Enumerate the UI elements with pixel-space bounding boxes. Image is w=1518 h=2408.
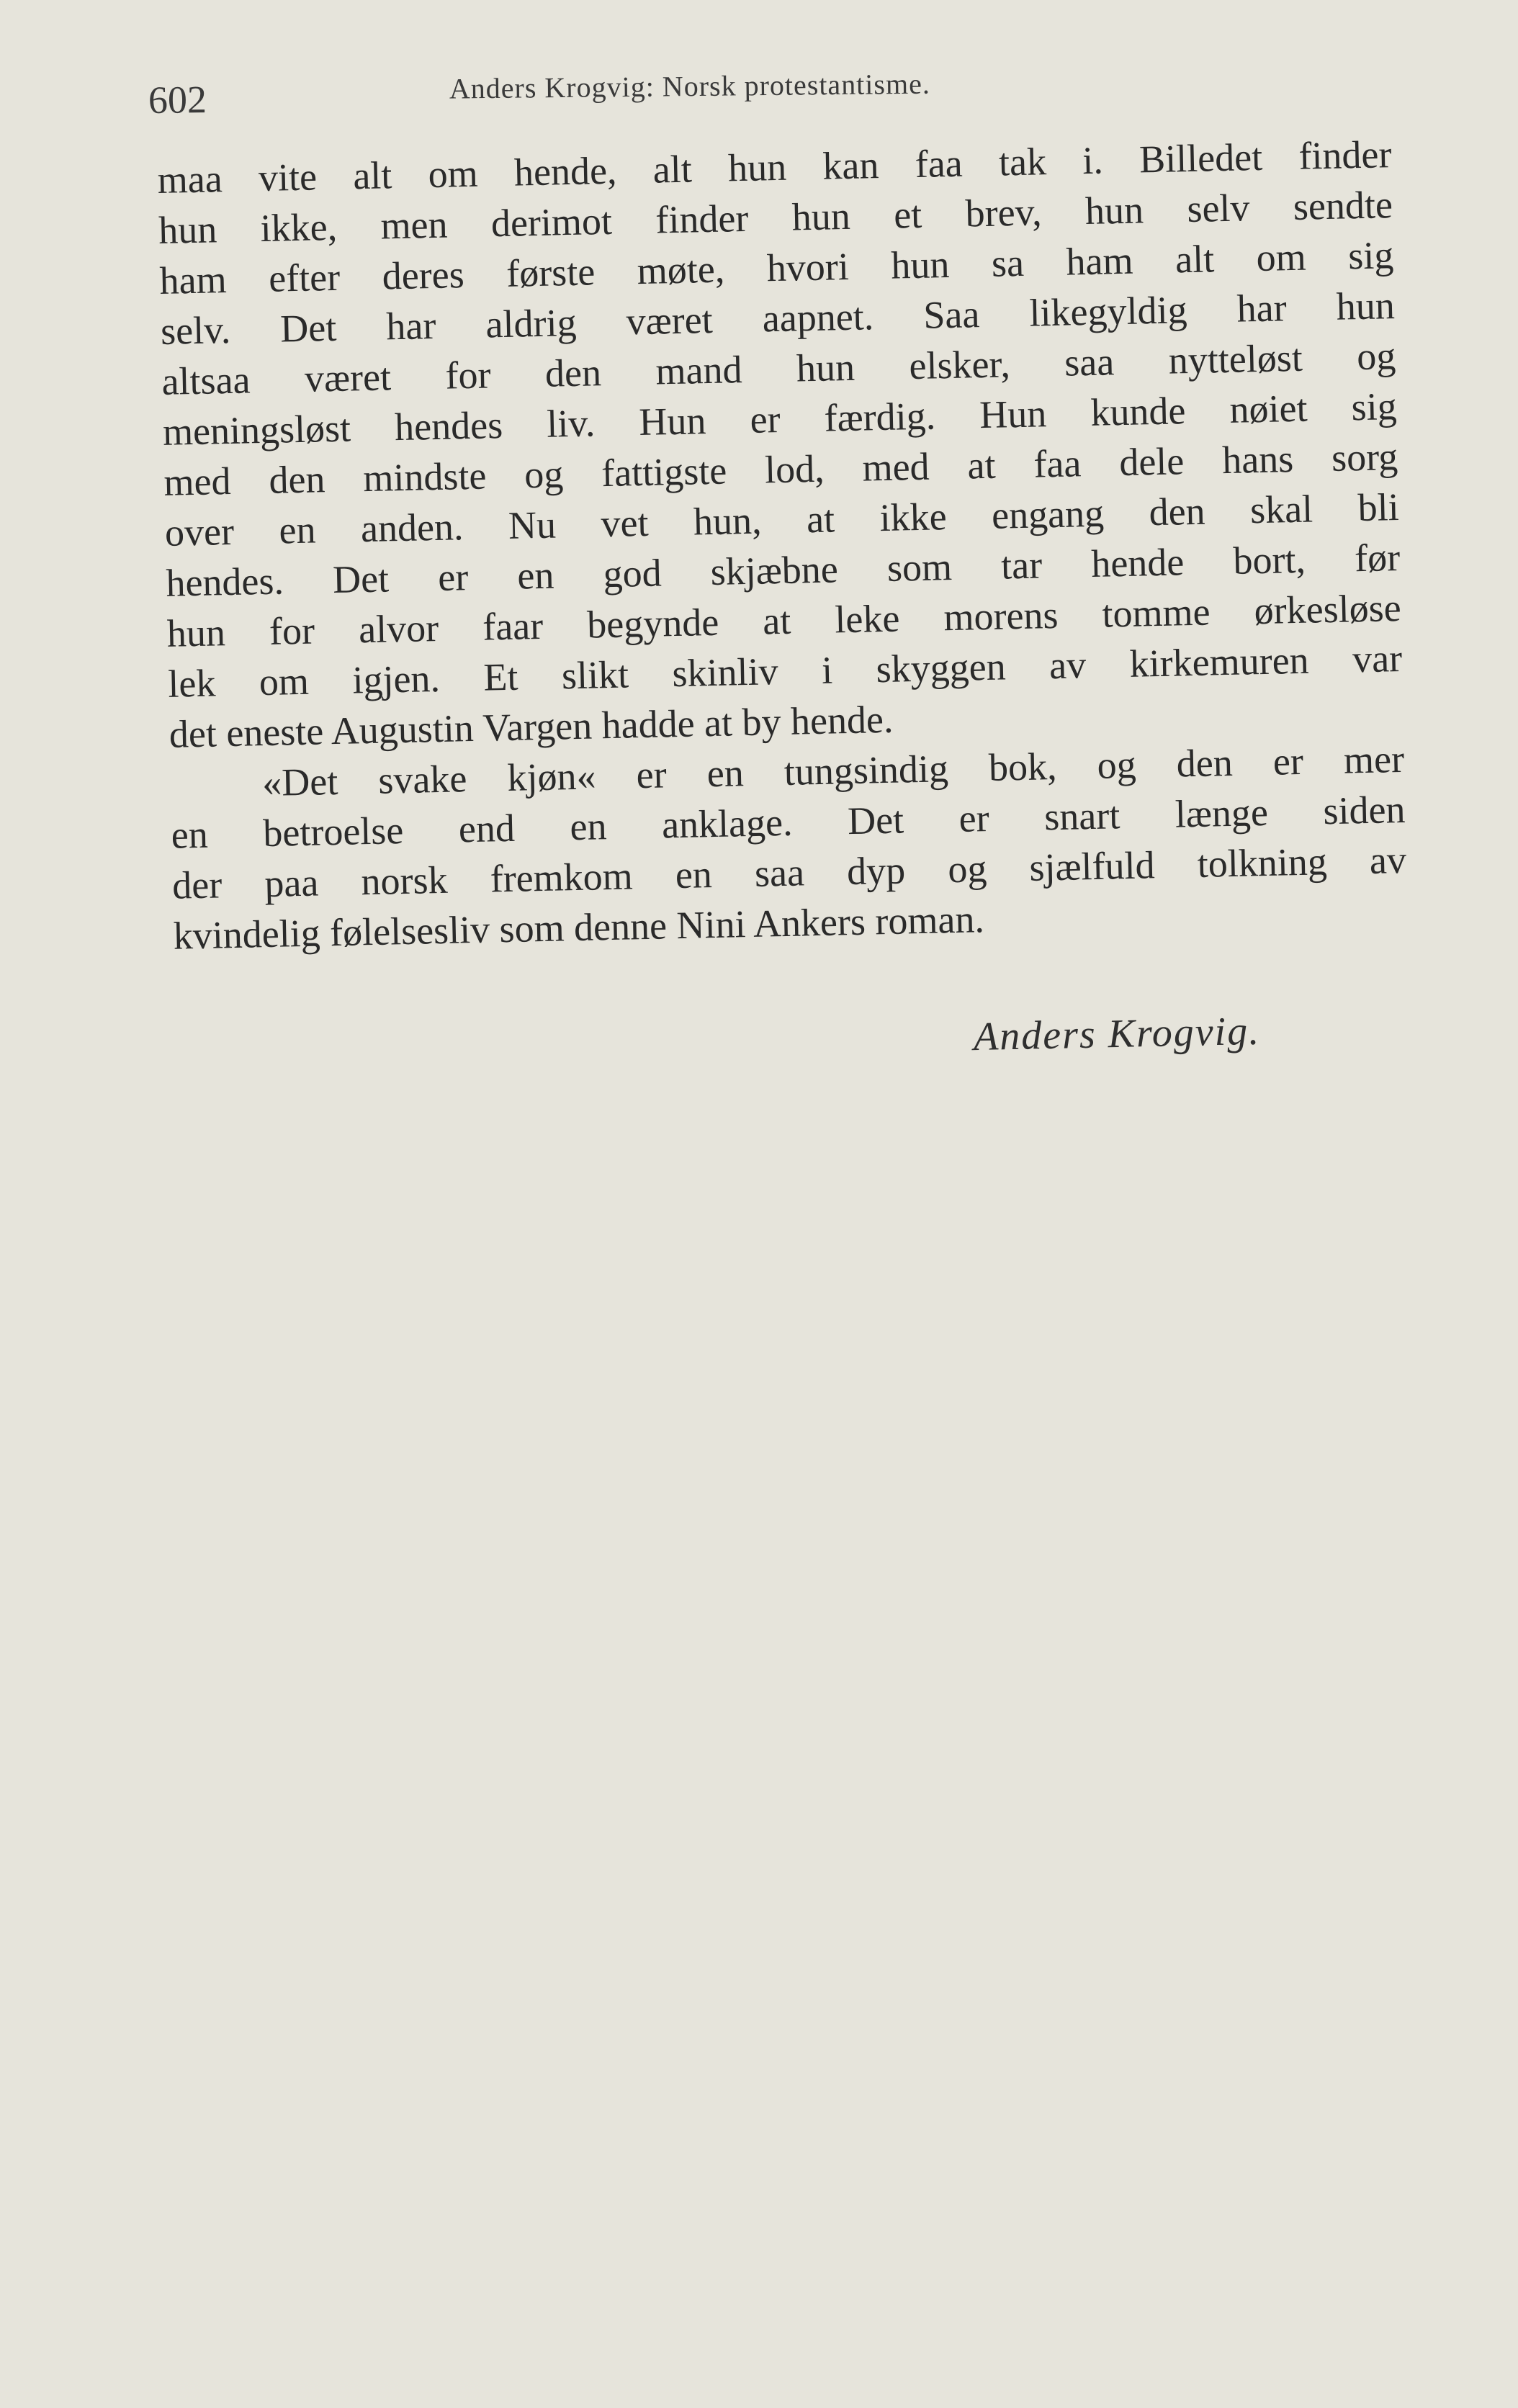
text-line: der paa norsk fremkom en saa dyp og sjælfuld tolkning av [171, 837, 1407, 907]
text-line: kvindelig følelsesliv som denne Nini Ankers roman. [173, 897, 985, 958]
text-line: maa vite alt om hende, alt hun kan faa tak i. Billedet finder [157, 132, 1392, 202]
text-line: en betroelse end en anklage. Det er snart længe siden [171, 787, 1406, 857]
text-line: hendes. Det er en god skjæbne som tar hende bort, før [165, 535, 1401, 605]
running-head [148, 62, 1078, 130]
text-line: «Det svake kjøn« er en tungsindig bok, og den er mer [261, 737, 1405, 805]
text-line: lek om igjen. Et slikt skinliv i skyggen av kirkemuren var [167, 636, 1403, 706]
text-line: over en anden. Nu vet hun, at ikke engang den skal bli [164, 485, 1400, 554]
author-signature: Anders Krogvig. [973, 1008, 1261, 1060]
text-line: hun ikke, men derimot finder hun et brev, hun selv sendte [158, 183, 1393, 252]
text-line: altsaa været for den mand hun elsker, saa nytteløst og [161, 334, 1396, 403]
running-title: Anders Krogvig: Norsk protestantisme. [449, 67, 931, 105]
text-line: hun for alvor faar begynde at leke morens tomme ørkesløse [166, 585, 1402, 655]
text-line: ham efter deres første møte, hvori hun sa ham alt om sig [159, 233, 1394, 302]
page-number: 602 [148, 78, 207, 122]
body-text [157, 129, 1408, 961]
text-line: med den mindste og fattigste lod, med at faa dele hans sorg [163, 435, 1398, 504]
text-line: selv. Det har aldrig været aapnet. Saa likegyldig har hun [160, 284, 1396, 353]
text-line: meningsløst hendes liv. Hun er færdig. Hun kunde nøiet sig [162, 385, 1398, 454]
text-line: det eneste Augustin Vargen hadde at by hende. [169, 697, 894, 756]
